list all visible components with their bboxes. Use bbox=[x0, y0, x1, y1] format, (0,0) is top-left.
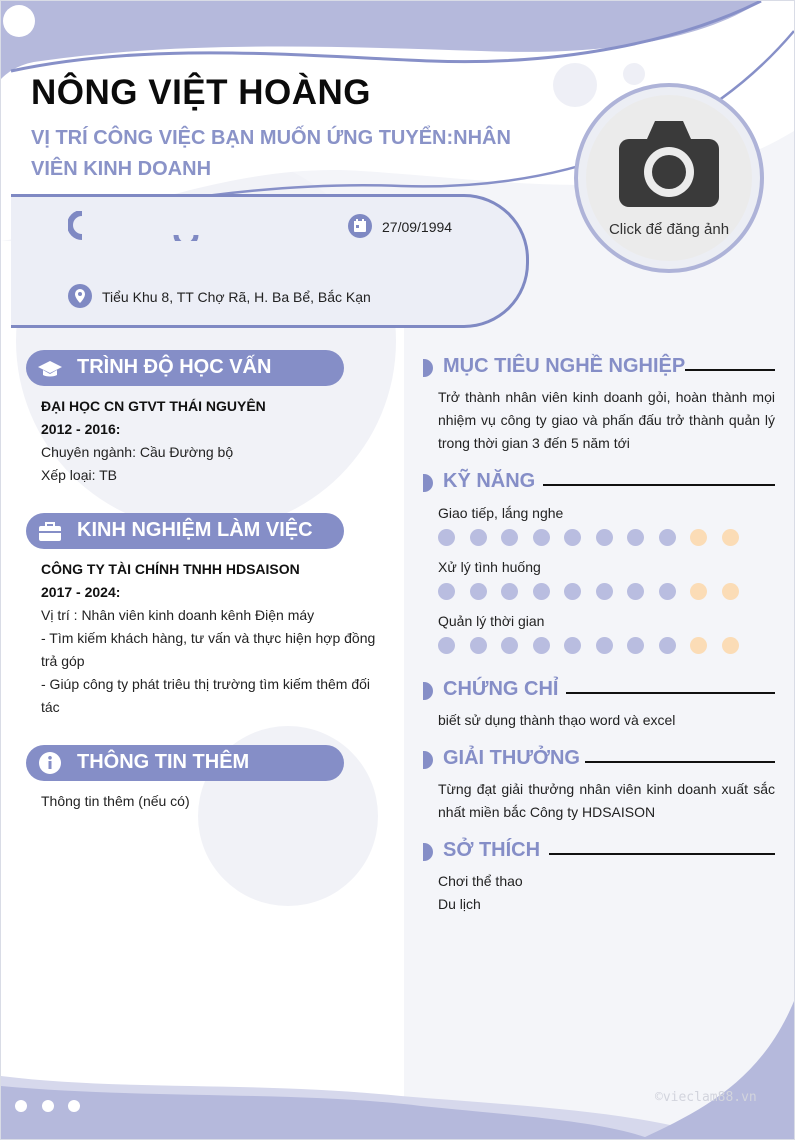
section-marker-icon bbox=[423, 843, 433, 861]
rating-dot-filled bbox=[470, 529, 487, 546]
education-major: Chuyên ngành: Cầu Đường bộ bbox=[41, 444, 234, 460]
rating-dot-empty bbox=[690, 583, 707, 600]
calendar-icon bbox=[348, 214, 372, 238]
watermark: ©vieclam88.vn bbox=[655, 1090, 757, 1105]
experience-header bbox=[26, 513, 344, 549]
rating-dot-filled bbox=[470, 583, 487, 600]
hobbies-title: SỞ THÍCH bbox=[443, 839, 541, 861]
candidate-name: NÔNG VIỆT HOÀNG bbox=[31, 73, 372, 112]
awards-title: GIẢI THƯỞNG bbox=[443, 747, 580, 769]
contact-box bbox=[11, 194, 529, 328]
objective-title: MỤC TIÊU NGHỀ NGHIỆP bbox=[443, 355, 686, 377]
rating-dot-empty bbox=[722, 529, 739, 546]
rating-dot-empty bbox=[722, 583, 739, 600]
rating-dot-filled bbox=[564, 637, 581, 654]
rating-dot-filled bbox=[564, 529, 581, 546]
rating-dot-filled bbox=[533, 637, 550, 654]
hobbies-list bbox=[438, 870, 775, 916]
rating-dot-filled bbox=[438, 637, 455, 654]
divider bbox=[585, 761, 775, 763]
rating-dot-filled bbox=[596, 529, 613, 546]
photo-upload[interactable] bbox=[574, 83, 764, 273]
rating-dot-filled bbox=[659, 529, 676, 546]
rating-dot-filled bbox=[438, 529, 455, 546]
info-icon bbox=[37, 751, 63, 775]
section-marker-icon bbox=[423, 359, 433, 377]
certificates-header bbox=[423, 676, 775, 706]
rating-dot-filled bbox=[533, 529, 550, 546]
hobbies-header bbox=[423, 837, 775, 867]
certificates-title: CHỨNG CHỈ bbox=[443, 678, 559, 700]
divider bbox=[543, 484, 775, 486]
section-marker-icon bbox=[423, 474, 433, 492]
rating-dot-filled bbox=[627, 637, 644, 654]
experience-years: 2017 - 2024: bbox=[41, 584, 121, 600]
experience-duty: - Tìm kiếm khách hàng, tư vấn và thực hiện hợp đồng trả góp bbox=[41, 630, 376, 669]
skill-label: Giao tiếp, lắng nghe bbox=[438, 505, 564, 521]
awards-header bbox=[423, 745, 775, 775]
education-header bbox=[26, 350, 344, 386]
rating-dot-filled bbox=[627, 583, 644, 600]
rating-dot-filled bbox=[501, 637, 518, 654]
experience-duty: - Giúp công ty phát triêu thị trường tìm kiếm thêm đối tác bbox=[41, 676, 371, 715]
awards-text: Từng đạt giải thưởng nhân viên kinh doanh xuất sắc nhất miền bắc Công ty HDSAISON bbox=[438, 781, 775, 820]
briefcase-icon bbox=[37, 519, 63, 543]
objective-header bbox=[423, 353, 775, 383]
divider bbox=[685, 369, 775, 371]
skills-title: KỸ NĂNG bbox=[443, 470, 536, 492]
photo-placeholder[interactable] bbox=[586, 95, 752, 261]
education-title: TRÌNH ĐỘ HỌC VẤN bbox=[77, 356, 272, 378]
rating-dot-filled bbox=[501, 529, 518, 546]
company-name: CÔNG TY TÀI CHÍNH TNHH HDSAISON bbox=[41, 561, 300, 577]
rating-dot-filled bbox=[438, 583, 455, 600]
graduation-cap-icon bbox=[37, 356, 63, 380]
experience-title: KINH NGHIỆM LÀM VIỆC bbox=[77, 519, 313, 541]
extra-info-header bbox=[26, 745, 344, 781]
skill-label: Xử lý tình huống bbox=[438, 559, 541, 575]
experience-role: Vị trí : Nhân viên kinh doanh kênh Điện máy bbox=[41, 607, 315, 623]
skills-header bbox=[423, 468, 775, 498]
education-years: 2012 - 2016: bbox=[41, 421, 121, 437]
hobby-item: Du lịch bbox=[438, 896, 481, 912]
contact-placeholder-icons bbox=[68, 211, 208, 241]
section-marker-icon bbox=[423, 751, 433, 769]
rating-dot-filled bbox=[533, 583, 550, 600]
rating-dot-empty bbox=[722, 637, 739, 654]
extra-info-text: Thông tin thêm (nếu có) bbox=[41, 793, 190, 809]
divider bbox=[549, 853, 775, 855]
education-grade: Xếp loại: TB bbox=[41, 467, 118, 483]
hobby-item: Chơi thể thao bbox=[438, 873, 523, 889]
education-content bbox=[41, 395, 381, 487]
extra-info-title: THÔNG TIN THÊM bbox=[77, 751, 250, 773]
desired-position: VỊ TRÍ CÔNG VIỆC BẠN MUỐN ỨNG TUYỂN:NHÂN VIÊN KINH DOANH bbox=[31, 127, 511, 180]
rating-dot-filled bbox=[659, 637, 676, 654]
skill-label: Quản lý thời gian bbox=[438, 613, 545, 629]
rating-dot-filled bbox=[470, 637, 487, 654]
objective-text: Trở thành nhân viên kinh doanh gỏi, hoàn thành mọi nhiệm vụ công ty giao và phấn đấu trở thành quản lý trong thời gian 3 đến 5 năm tới bbox=[438, 389, 775, 451]
photo-upload-label: Click để đăng ảnh bbox=[608, 221, 730, 238]
certificates-text: biết sử dụng thành thạo word và excel bbox=[438, 712, 676, 728]
rating-dot-filled bbox=[596, 583, 613, 600]
rating-dot-filled bbox=[627, 529, 644, 546]
birthday: 27/09/1994 bbox=[382, 219, 453, 235]
divider bbox=[566, 692, 775, 694]
rating-dot-empty bbox=[690, 637, 707, 654]
experience-content bbox=[41, 558, 381, 719]
rating-dot-filled bbox=[501, 583, 518, 600]
school-name: ĐẠI HỌC CN GTVT THÁI NGUYÊN bbox=[41, 398, 266, 414]
rating-dot-filled bbox=[564, 583, 581, 600]
section-marker-icon bbox=[423, 682, 433, 700]
location-icon bbox=[68, 284, 92, 308]
rating-dot-filled bbox=[659, 583, 676, 600]
camera-icon bbox=[619, 117, 719, 207]
rating-dot-filled bbox=[596, 637, 613, 654]
rating-dot-empty bbox=[690, 529, 707, 546]
address: Tiểu Khu 8, TT Chợ Rã, H. Ba Bể, Bắc Kạn bbox=[102, 289, 371, 305]
